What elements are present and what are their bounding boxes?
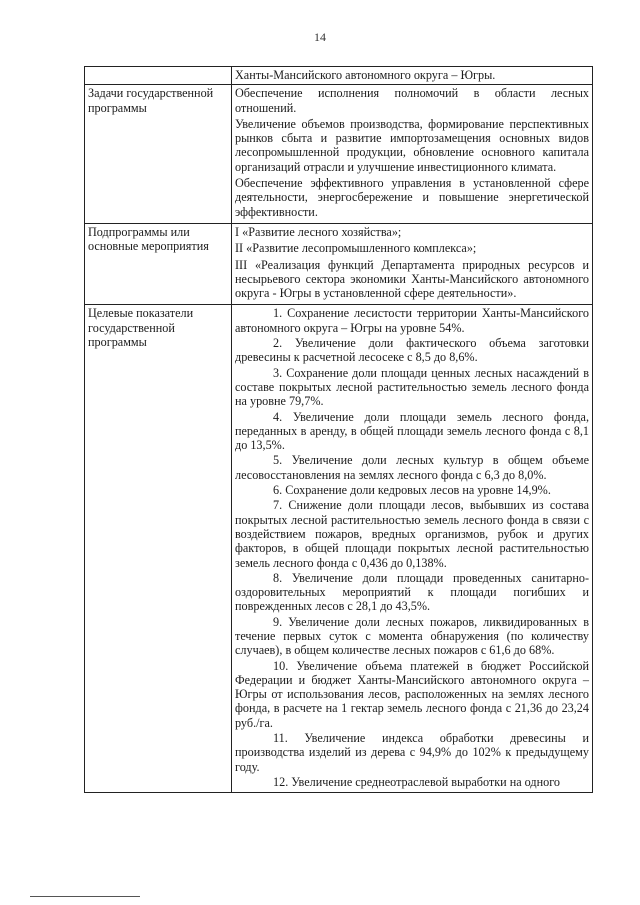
target-item: 4. Увеличение доли площади земель лесного фонда, переданных в аренду, в общей площади земель лесного фонда с 8,1 до 13,5%. <box>235 409 589 453</box>
value-cell-continuation <box>232 67 593 85</box>
target-item: 2. Увеличение доли фактического объема заготовки древесины к расчетной лесосеке с 8,5 до 8,6%. <box>235 336 589 365</box>
label-cell-empty <box>85 67 232 85</box>
page-number: 14 <box>314 30 326 44</box>
value-cell-subprograms <box>232 223 593 304</box>
target-item: 10. Увеличение объема платежей в бюджет Российской Федерации и бюджет Ханты-Мансийского автономного округа – Югры от использования лесов, расположенных на землях лесного фонда, в расчете на 1 гектар земель лесного фонда с 21,36 до 23,24 руб./га. <box>235 658 589 730</box>
task-paragraph: Обеспечение исполнения полномочий в области лесных отношений. <box>235 86 589 115</box>
target-item: 6. Сохранение доли кедровых лесов на уровне 14,9%. <box>273 483 551 498</box>
label-targets: Целевые показатели государственной программы <box>85 305 232 793</box>
table-row <box>85 223 593 304</box>
label-tasks: Задачи государственной программы <box>85 85 232 224</box>
target-item: 9. Увеличение доли лесных пожаров, ликвидированных в течение первых суток с момента обнаружения (по количеству случаев), в общем количестве лесных пожаров с 61,6 до 68%. <box>235 614 589 658</box>
value-cell-targets <box>232 305 593 793</box>
task-paragraph: Увеличение объемов производства, формирование перспективных рынков сбыта и развитие импортозамещения основных видов лесопромышленной продукции, обновление основного капитала организаций отрасли и улучшение инвестиционного климата. <box>235 116 589 174</box>
target-item: 3. Сохранение доли площади ценных лесных насаждений в составе покрытых лесной растительностью земель лесного фонда на уровне 79,7%. <box>235 365 589 409</box>
target-item: 12. Увеличение среднеотраслевой выработки на одного <box>273 774 561 789</box>
target-item: 5. Увеличение доли лесных культур в общем объеме лесовосстановления на землях лесного фонда с 6,3 до 8,0%. <box>235 453 589 482</box>
subprogram-item: I «Развитие лесного хозяйства»; <box>235 224 402 239</box>
table-row <box>85 305 593 793</box>
target-item: 1. Сохранение лесистости территории Ханты-Мансийского автономного округа – Югры на уровне 54%. <box>235 306 589 335</box>
bottom-divider <box>30 896 140 897</box>
continuation-text: Ханты-Мансийского автономного округа – Югры. <box>235 68 496 82</box>
task-paragraph: Обеспечение эффективного управления в установленной сфере деятельности, энергосбережение и повышение энергетической эффективности. <box>235 176 589 219</box>
label-subprograms: Подпрограммы или основные мероприятия <box>85 223 232 304</box>
target-item: 7. Снижение доли площади лесов, выбывших из состава покрытых лесной растительностью земель лесного фонда в связи с воздействием пожаров, вредных организмов, рубок и других факторов, в общей площади покрытых лесной растительностью земель лесного фонда с 0,436 до 0,138%. <box>235 498 589 570</box>
value-cell-tasks <box>232 85 593 224</box>
subprogram-item: III «Реализация функций Департамента природных ресурсов и несырьевого сектора экономики Ханты-Мансийского автономного округа - Югры в установленной сфере деятельности». <box>235 257 589 301</box>
subprogram-item: II «Развитие лесопромышленного комплекса»; <box>235 241 477 256</box>
passport-table <box>84 66 593 793</box>
table-row <box>85 85 593 224</box>
target-item: 11. Увеличение индекса обработки древесины и производства изделий из дерева с 94,9% до 102% к предыдущему году. <box>235 731 589 774</box>
table-row <box>85 67 593 85</box>
target-item: 8. Увеличение доли площади проведенных санитарно-оздоровительных мероприятий к площади погибших и поврежденных лесов с 28,1 до 43,5%. <box>235 570 589 614</box>
